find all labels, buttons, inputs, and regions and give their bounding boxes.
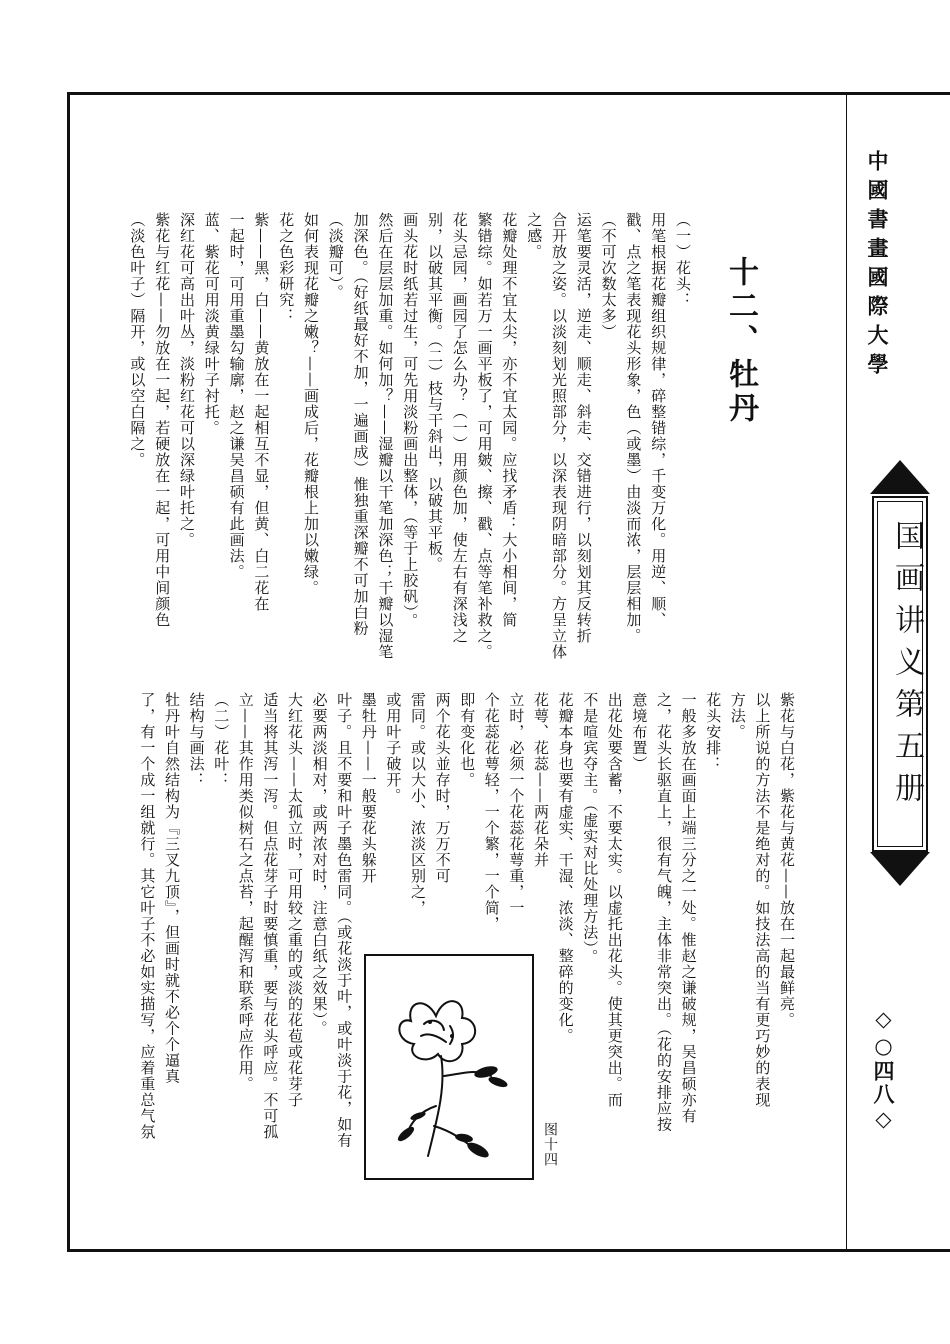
bottom-column-4: 花头安排： <box>704 692 723 772</box>
bottom-column-11: 花萼、花蕊——两花朵并 <box>532 692 550 868</box>
bottom-column-13: 个花蕊花萼轻，一个繁，一个简， <box>482 692 501 932</box>
top-column-15: （淡瓣可）。 <box>326 212 345 301</box>
page-number: ◇○四八◇ <box>871 1006 896 1133</box>
chapter-title: 十二、牡丹 <box>723 256 758 426</box>
bottom-column-18: 墨牡丹——一般要花头躲开 <box>359 692 378 884</box>
top-column-17: 花之色彩研究： <box>277 212 296 324</box>
top-column-6: 合开放之姿。以淡刻划光照部分，以深表现阴暗部分。方呈立体 <box>550 212 568 660</box>
top-column-20: 蓝、紫花可用淡黄绿叶子衬托。 <box>202 212 221 436</box>
side-rule <box>846 92 847 1252</box>
bottom-column-25: 结构与画法： <box>187 692 206 788</box>
bottom-column-26: 牡丹叶自然结构为『三叉九顶』，但画时就不必个个逼真 <box>163 692 181 1085</box>
bottom-column-3: 方法。 <box>728 692 747 740</box>
top-column-14: 加深色。（好纸最好不加，一遍画成）惟独重深瓣不可加白粉 <box>351 212 370 637</box>
top-column-21: 深红花可高出叶丛，淡粉红花可以深绿叶托之。 <box>178 212 196 548</box>
bottom-column-5: 一般多放在画面上端三分之一处。惟赵之谦破规，吴昌硕亦有 <box>679 692 698 1124</box>
bottom-column-23: 立——其作用类似树石之点苔，起醒泻和联系呼应作用。 <box>236 692 255 1092</box>
figure-box <box>364 954 534 1180</box>
top-column-22: 紫花与红花——勿放在一起，若硬放在一起，可用中间颜色 <box>153 212 172 628</box>
top-column-4: （不可次数太多） <box>599 212 618 340</box>
top-column-9: 繁错综。如若万一画平板了，可用皴、擦、戳、点等笔补救之。 <box>475 212 494 660</box>
bottom-column-21: 大红花头——太孤立时，可用较之重的或淡的花苞或花芽子 <box>286 692 304 1108</box>
top-column-13: 然后在层层加重。如何加？——湿瓣以干笔加深色；干瓣以湿笔 <box>376 212 395 660</box>
top-column-23: （淡色叶子）隔开，或以空白隔之。 <box>128 212 147 468</box>
bottom-column-1: 紫花与白花，紫花与黄花——放在一起最鲜亮。 <box>778 692 796 1028</box>
top-column-18: 紫——黑，白——黄放在一起相互不显，但黄、白二花在 <box>252 212 271 612</box>
top-column-7: 之感。 <box>525 212 544 260</box>
bottom-column-7: 意境布置） <box>630 692 649 772</box>
bottom-column-9: 不是喧宾夺主。（虚实对比处理方法）。 <box>581 692 600 965</box>
top-column-11: 别，以破其平衡。（二）枝与干斜出，以破其平板。 <box>426 212 444 573</box>
bottom-column-22: 适当将其泻一泻。但点花芽子时要慎重，要与花头呼应。不可孤 <box>261 692 280 1140</box>
bottom-column-27: 了，有一个成一组就行。其它叶子不必如实描写，应着重总气氛 <box>138 692 157 1140</box>
series-title: 中國書畫國際大學 <box>865 150 889 382</box>
bottom-column-8: 出花处要含蓄，不要太实。以虚托出花头。使其更突出。而 <box>605 692 624 1108</box>
top-column-2: 用笔根据花瓣组织规律，碎整错综，千变万化。用逆、顺、 <box>649 212 668 628</box>
top-column-10: 花头忌园，画园了怎么办？（一）用颜色加，使左右有深浅之 <box>450 212 469 644</box>
bottom-column-14: 即有变化也。 <box>458 692 477 788</box>
bottom-column-10: 花瓣本身也要有虚实、干湿、浓淡、整碎的变化。 <box>556 692 575 1044</box>
bottom-column-19: 叶子。且不要和叶子墨色雷同。（或花淡于叶，或叶淡于花，如有 <box>335 692 354 1149</box>
bottom-column-16: 雷同。或以大小、浓淡区别之， <box>409 692 427 916</box>
bottom-column-2: 以上所说的方法不是绝对的。如技法高的当有更巧妙的表现 <box>753 692 772 1108</box>
volume-title: 国画讲义第五册 <box>889 520 924 814</box>
top-column-3: 戳、点之笔表现花头形象，色（或墨）由淡而浓，层层相加。 <box>624 212 643 644</box>
bottom-column-24: （二）花叶： <box>212 692 231 788</box>
bottom-column-12: 立时，必须一个花蕊花萼重，一 <box>507 692 526 916</box>
top-column-12: 画头花时纸若过生，可先用淡粉画出整体，（等于上胶矾）。 <box>401 212 420 629</box>
peony-drawing-icon <box>366 956 532 1178</box>
bottom-column-15: 两个花头並存时，万万不可 <box>433 692 452 884</box>
top-column-5: 运笔要灵活，逆走、顺走、斜走、交错进行，以刻划其反转折 <box>574 212 593 644</box>
bottom-column-6: 之，花头长驱直上，很有气魄，主体非常突出。（花的安排应按 <box>655 692 673 1133</box>
bottom-column-17: 或用叶子破开。 <box>384 692 403 804</box>
top-column-1: （一）花头： <box>674 212 692 308</box>
top-column-16: 如何表现花瓣之嫩？——画成后，花瓣根上加以嫩绿。 <box>302 212 320 596</box>
figure-label: 图十四 <box>542 1122 558 1167</box>
top-column-8: 花瓣处理不宜太尖，亦不宜太园。应找矛盾：大小相间，简 <box>500 212 519 628</box>
bottom-column-20: 必要两淡相对，或两浓对时，注意白纸之效果）。 <box>310 692 329 1037</box>
top-column-19: 一起时，可用重墨勾输廓，赵之谦吴昌硕有此画法。 <box>227 212 246 580</box>
